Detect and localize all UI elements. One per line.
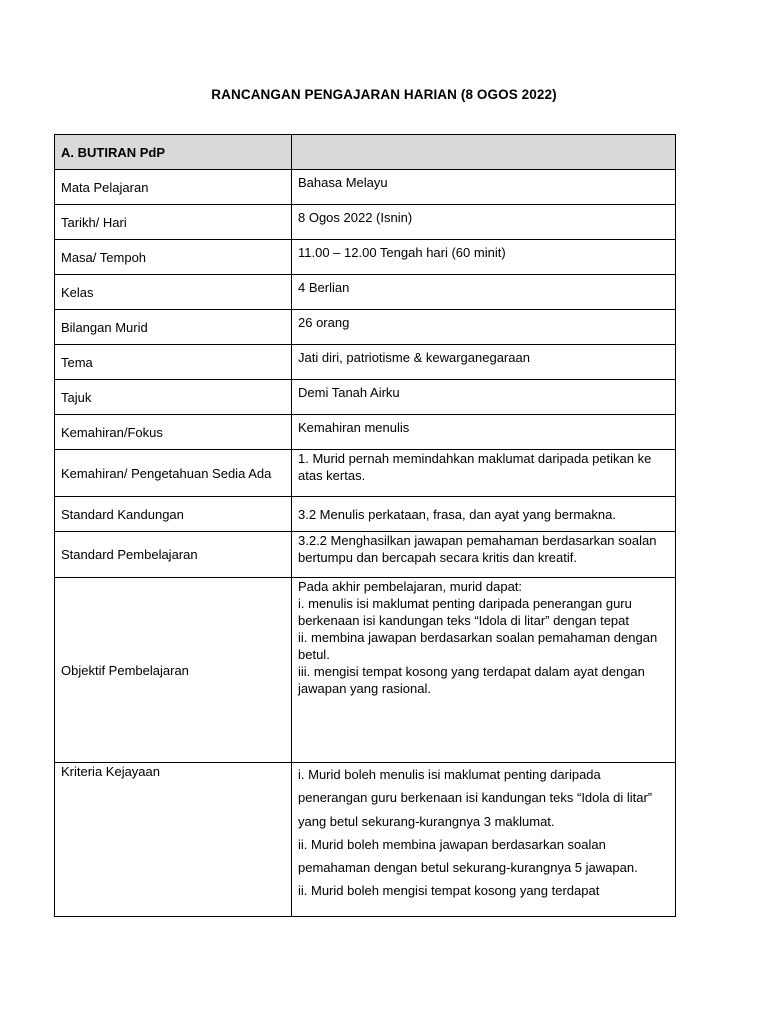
- row-label: Tema: [55, 345, 292, 380]
- row-label: Standard Pembelajaran: [55, 532, 292, 578]
- table-row-standard-kandungan: [55, 497, 676, 532]
- row-value: Demi Tanah Airku: [292, 380, 676, 415]
- table-row-mata-pelajaran: [55, 170, 676, 205]
- section-header-label: A. BUTIRAN PdP: [55, 135, 292, 170]
- table-row-tajuk: [55, 380, 676, 415]
- row-value: 8 Ogos 2022 (Isnin): [292, 205, 676, 240]
- row-value: 3.2.2 Menghasilkan jawapan pemahaman berdasarkan soalan bertumpu dan bercapah secara kritis dan kreatif.: [292, 532, 676, 578]
- row-label: Tarikh/ Hari: [55, 205, 292, 240]
- list-item: ii. membina jawapan berdasarkan soalan pemahaman dengan betul.: [298, 630, 658, 662]
- rph-details-table: [54, 134, 676, 917]
- row-label: Masa/ Tempoh: [55, 240, 292, 275]
- row-value: 3.2 Menulis perkataan, frasa, dan ayat yang bermakna.: [292, 497, 676, 532]
- row-label: Kemahiran/Fokus: [55, 415, 292, 450]
- table-row-tarikh-hari: [55, 205, 676, 240]
- table-row-tema: [55, 345, 676, 380]
- row-label: Standard Kandungan: [55, 497, 292, 532]
- row-value: 26 orang: [292, 310, 676, 345]
- row-label: Bilangan Murid: [55, 310, 292, 345]
- table-row-objektif: [55, 578, 676, 763]
- table-row-bilangan-murid: [55, 310, 676, 345]
- list-item: i. Murid boleh menulis isi maklumat penting daripada penerangan guru berkenaan isi kandungan teks “Idola di litar” yang betul sekurang-kurangnya 3 maklumat.: [298, 767, 653, 829]
- row-value: Kemahiran menulis: [292, 415, 676, 450]
- row-value-list: [292, 763, 676, 917]
- row-label: Kriteria Kejayaan: [55, 763, 292, 917]
- row-value: Jati diri, patriotisme & kewarganegaraan: [292, 345, 676, 380]
- document-title: RANCANGAN PENGAJARAN HARIAN (8 OGOS 2022): [211, 87, 557, 102]
- row-label: Mata Pelajaran: [55, 170, 292, 205]
- row-value: 11.00 – 12.00 Tengah hari (60 minit): [292, 240, 676, 275]
- table-row-masa-tempoh: [55, 240, 676, 275]
- row-value: 4 Berlian: [292, 275, 676, 310]
- row-label: Kelas: [55, 275, 292, 310]
- list-item: ii. Murid boleh membina jawapan berdasarkan soalan pemahaman dengan betul sekurang-kurangnya 5 jawapan.: [298, 836, 638, 876]
- list-item: i. menulis isi maklumat penting daripada penerangan guru berkenaan isi kandungan teks “Idola di litar” dengan tepat: [298, 596, 632, 628]
- table-row-kemahiran-fokus: [55, 415, 676, 450]
- table-row-kelas: [55, 275, 676, 310]
- row-label: Kemahiran/ Pengetahuan Sedia Ada: [55, 450, 292, 497]
- table-row-standard-pembelajaran: [55, 532, 676, 578]
- section-header-value: [292, 135, 676, 170]
- list-item: iii. mengisi tempat kosong yang terdapat dalam ayat dengan jawapan yang rasional.: [298, 664, 645, 696]
- row-value: 1. Murid pernah memindahkan maklumat daripada petikan ke atas kertas.: [292, 450, 676, 497]
- row-label: Objektif Pembelajaran: [55, 578, 292, 763]
- row-value-list: [292, 578, 676, 763]
- row-value: Bahasa Melayu: [292, 170, 676, 205]
- list-item: Pada akhir pembelajaran, murid dapat:: [298, 579, 523, 594]
- list-item: ii. Murid boleh mengisi tempat kosong yang terdapat: [298, 883, 600, 899]
- row-label: Tajuk: [55, 380, 292, 415]
- table-header-row: [55, 135, 676, 170]
- table-row-kriteria: [55, 763, 676, 917]
- table-row-pengetahuan-sedia-ada: [55, 450, 676, 497]
